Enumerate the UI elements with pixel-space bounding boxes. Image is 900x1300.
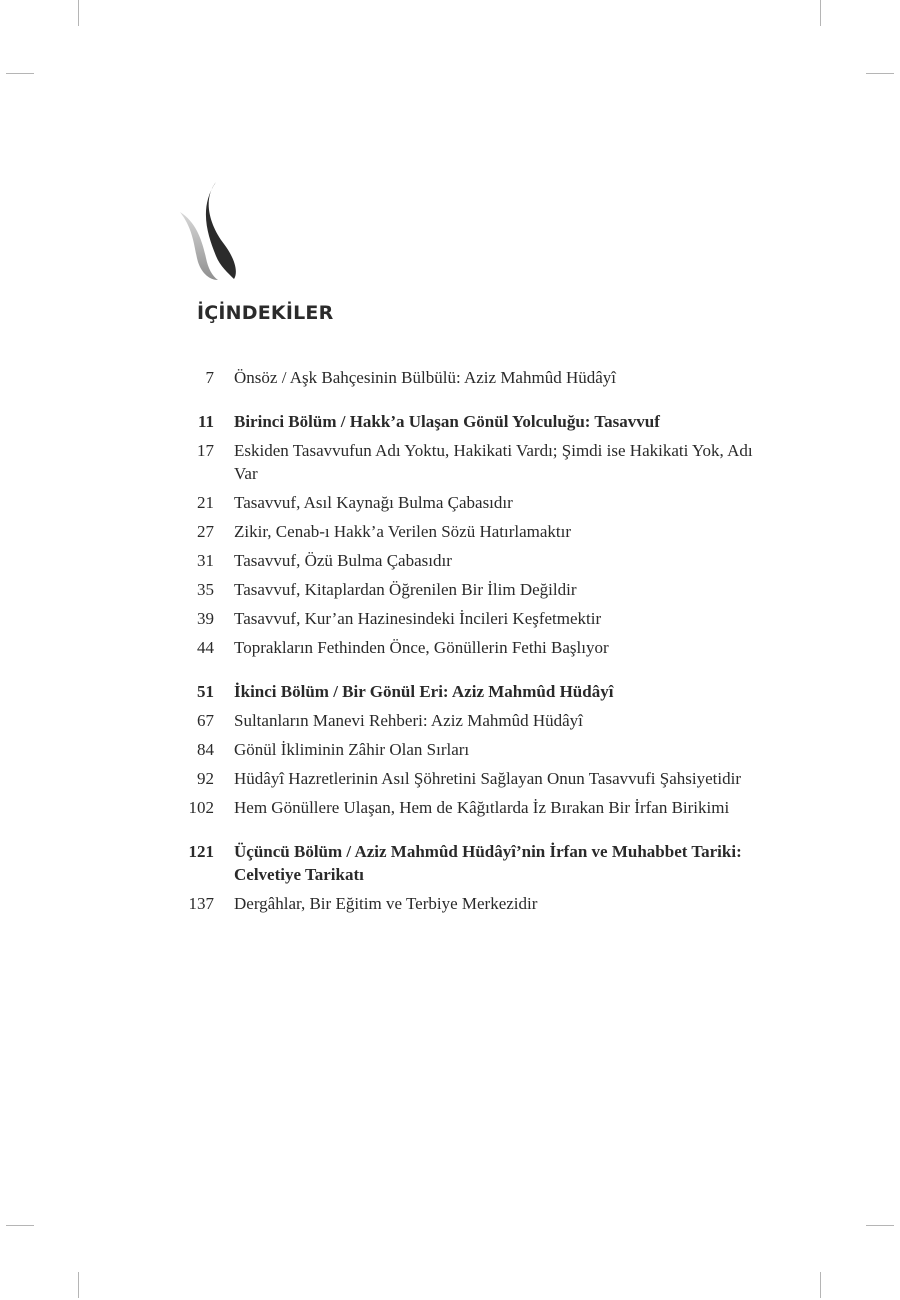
toc-entry-title: Eskiden Tasavvufun Adı Yoktu, Hakikati Vardı; Şimdi ise Hakikati Yok, Adı Var xyxy=(234,441,753,483)
crop-mark-top-left xyxy=(78,0,79,26)
toc-entry xyxy=(180,439,780,485)
page-title: İÇİNDEKİLER xyxy=(197,302,334,324)
toc-page-number: 67 xyxy=(197,711,214,730)
toc-page-number: 27 xyxy=(197,522,214,541)
toc-entry-title: Tasavvuf, Özü Bulma Çabasıdır xyxy=(234,551,452,570)
toc-entry xyxy=(180,892,780,915)
crop-mark-top-right xyxy=(820,0,821,26)
toc-entry xyxy=(180,709,780,732)
toc-page-number: 17 xyxy=(197,441,214,460)
section-gap xyxy=(180,395,780,410)
toc-chapter-entry xyxy=(180,680,780,703)
crop-mark-left-top xyxy=(6,73,34,74)
toc-page-number: 11 xyxy=(197,412,214,431)
crop-mark-right-top xyxy=(866,73,894,74)
toc-entry xyxy=(180,767,780,790)
toc-page-number: 39 xyxy=(197,609,214,628)
toc-entry-title: Birinci Bölüm / Hakk’a Ulaşan Gönül Yolculuğu: Tasavvuf xyxy=(234,412,660,431)
toc-page-number: 7 xyxy=(205,368,214,387)
toc-entry xyxy=(180,738,780,761)
toc-chapter-entry xyxy=(180,840,780,886)
toc-entry-title: Tasavvuf, Kur’an Hazinesindeki İncileri Keşfetmektir xyxy=(234,609,602,628)
crop-mark-bottom-left xyxy=(78,1272,79,1298)
toc-entry-title: Önsöz / Aşk Bahçesinin Bülbülü: Aziz Mahmûd Hüdâyî xyxy=(234,368,616,387)
toc-page-number: 44 xyxy=(197,638,214,657)
toc-page-number: 84 xyxy=(197,740,214,759)
section-gap xyxy=(180,825,780,840)
toc-page-number: 121 xyxy=(188,842,214,861)
toc-entry xyxy=(180,520,780,543)
toc-entry-title: Dergâhlar, Bir Eğitim ve Terbiye Merkezidir xyxy=(234,894,538,913)
toc-page-number: 92 xyxy=(197,769,214,788)
toc-entry xyxy=(180,549,780,572)
table-of-contents xyxy=(180,366,780,921)
crop-mark-left-bottom xyxy=(6,1225,34,1226)
toc-entry-title: Zikir, Cenab-ı Hakk’a Verilen Sözü Hatırlamaktır xyxy=(234,522,572,541)
toc-entry xyxy=(180,607,780,630)
section-gap xyxy=(180,665,780,680)
toc-entry-title: Hüdâyî Hazretlerinin Asıl Şöhretini Sağlayan Onun Tasavvufi Şahsiyetidir xyxy=(234,769,741,788)
toc-entry-title: Gönül İkliminin Zâhir Olan Sırları xyxy=(234,740,470,759)
toc-entry-title: Sultanların Manevi Rehberi: Aziz Mahmûd Hüdâyî xyxy=(234,711,583,730)
crop-mark-bottom-right xyxy=(820,1272,821,1298)
toc-page-number: 21 xyxy=(197,493,214,512)
toc-entry-title: Hem Gönüllere Ulaşan, Hem de Kâğıtlarda İz Bırakan Bir İrfan Birikimi xyxy=(234,798,730,817)
toc-page-number: 51 xyxy=(197,682,214,701)
toc-entry-title: İkinci Bölüm / Bir Gönül Eri: Aziz Mahmûd Hüdâyî xyxy=(234,682,614,701)
toc-entry xyxy=(180,796,780,819)
crop-mark-right-bottom xyxy=(866,1225,894,1226)
toc-page-number: 35 xyxy=(197,580,214,599)
toc-entry xyxy=(180,636,780,659)
toc-entry-title: Tasavvuf, Kitaplardan Öğrenilen Bir İlim Değildir xyxy=(234,580,577,599)
toc-chapter-entry xyxy=(180,410,780,433)
toc-entry xyxy=(180,366,780,389)
toc-entry xyxy=(180,578,780,601)
toc-entry-title: Toprakların Fethinden Önce, Gönüllerin Fethi Başlıyor xyxy=(234,638,609,657)
toc-page-number: 31 xyxy=(197,551,214,570)
toc-entry-title: Üçüncü Bölüm / Aziz Mahmûd Hüdâyî’nin İrfan ve Muhabbet Tariki: Celvetiye Tarikatı xyxy=(234,842,742,884)
toc-page-number: 137 xyxy=(188,894,214,913)
toc-entry xyxy=(180,491,780,514)
toc-page-number: 102 xyxy=(188,798,214,817)
calligraphic-swirl-icon xyxy=(176,178,246,283)
toc-entry-title: Tasavvuf, Asıl Kaynağı Bulma Çabasıdır xyxy=(234,493,513,512)
